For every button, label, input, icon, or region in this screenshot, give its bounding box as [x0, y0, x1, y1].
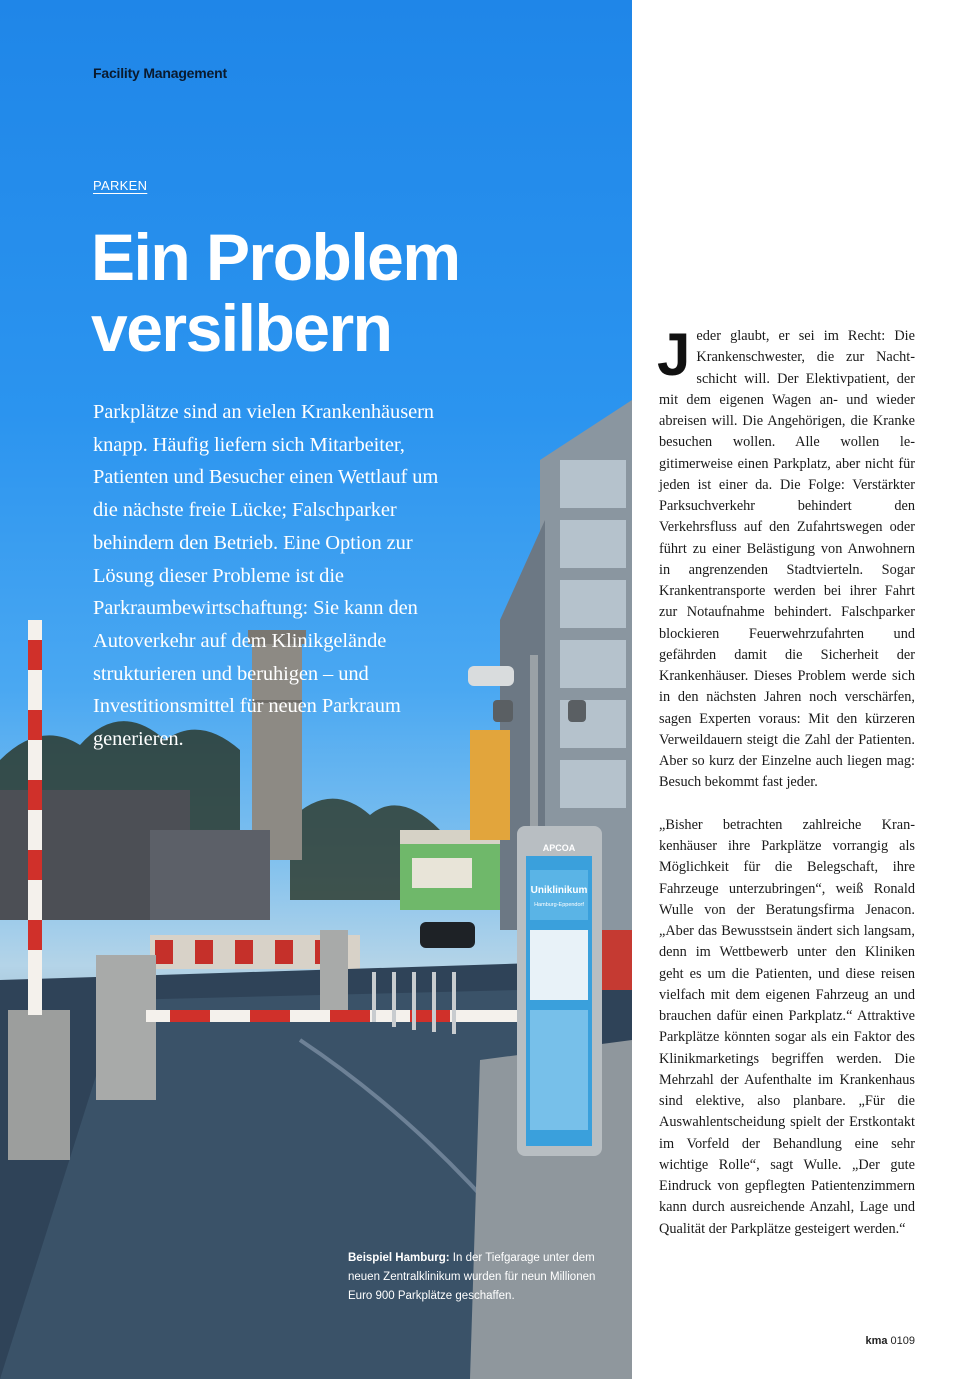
page-footer [865, 1335, 915, 1347]
article-lead: Parkplätze sind an vielen Krankenhäusern knapp. Häufig liefern sich Mitarbeiter, Patienten und Besucher einen Wettlauf um die nächste freie Lücke; Falschparker behindern den Betrieb. Eine Option zur Lösung dieser Probleme ist die Parkraumbewirtschaftung: Sie kann den Autoverkehr auf dem Klinikgelände strukturieren und beruhigen – und Investitionsmittel für neuen Parkraum generieren. [93, 401, 439, 751]
drop-cap: J [657, 321, 691, 388]
caption-text: In der Tiefgarage unter dem neuen Zentralklinikum wurden für neun Millionen Euro 900 Parkplätze geschaffen. [348, 1252, 596, 1302]
footer-brand: kma [865, 1335, 888, 1347]
article-kicker: PARKEN [93, 178, 148, 193]
section-label: Facility Management [93, 65, 227, 81]
body-paragraph-1 [657, 321, 915, 794]
headline-line-1: Ein Problem [91, 220, 460, 294]
body-paragraph-2: „Bisher betrachten zahlreiche Krankenhäuser ihre Parkplätze vorrangig als Möglichkeit für die Belegschaft, ihre Fahrzeuge unterzubringen“, weiß Ronald Wulle von der Beratungsfirma Jenacon. „Aber das Bewusstsein ändert sich langsam, denn im Wettbewerb unter den Kliniken geht es um die Patienten, und diese reisen vielfach mit dem eigenen Fahrzeug an und brauchen dafür einen Parkplatz.“ Attraktive Parkplätze könnten sogar als ein Faktor des Klinikmarketings begriffen werden. Die Mehrzahl der Aufenthalte im Krankenhaus sind elektive, also planbare. „Für die Auswahlentscheidung spielt der Erstkontakt im Vorfeld der Behandlung eine sehr wichtige Rolle“, sagt Wulle. „Der gute Eindruck von gepflegten Patientenzimmern kann durch ausreichende Anzahl, Lage und Qualität der Parkplätze gesteigert werden.“ [659, 816, 915, 1237]
article-headline [91, 222, 611, 364]
paystation-subtitle: Hamburg-Eppendorf [534, 902, 584, 908]
page-number: 0109 [890, 1335, 915, 1347]
paystation-brand: APCOA [542, 843, 576, 853]
article-body [657, 321, 915, 1261]
caption-bold: Beispiel Hamburg: [348, 1252, 450, 1264]
photo-caption [348, 1249, 598, 1306]
headline-line-2: versilbern [91, 291, 392, 365]
paystation-title: Uniklinikum [530, 885, 588, 896]
paragraph-1-text: eder glaubt, er sei im Recht: Die Krankenschwester, die zur Nachtschicht will. Der Elektivpatient, der mit dem eigenen Wagen an- und wieder abreisen will. Die Angehörigen, die Kranke besuchen wollen. Alle wollen legitimerweise einen Parkplatz, aber nicht für jeden ist einer da. Die Folge: Verstärkter Parksuchverkehr behindert den Verkehrsfluss auf den Zufahrtswegen oder führt zu einer Belästigung von Anwohnern in angrenzenden Stadtvierteln. Sogar Krankentransporte werden bei ihrer Fahrt zur Notaufnahme behindert. Falschparker blockieren Feuerwehrzufahrten und gefährden damit die Sicherheit der Krankenhäuser. Dieses Problem werde sich in den nächsten Jahren noch verschärfen, sagen Experten voraus: Mit den kürzeren Verweildauern steigt die Zahl der Patienten. Aber so kurz der Einzelne auch liegen mag: Besuch bekommt fast jeder. [659, 328, 915, 791]
